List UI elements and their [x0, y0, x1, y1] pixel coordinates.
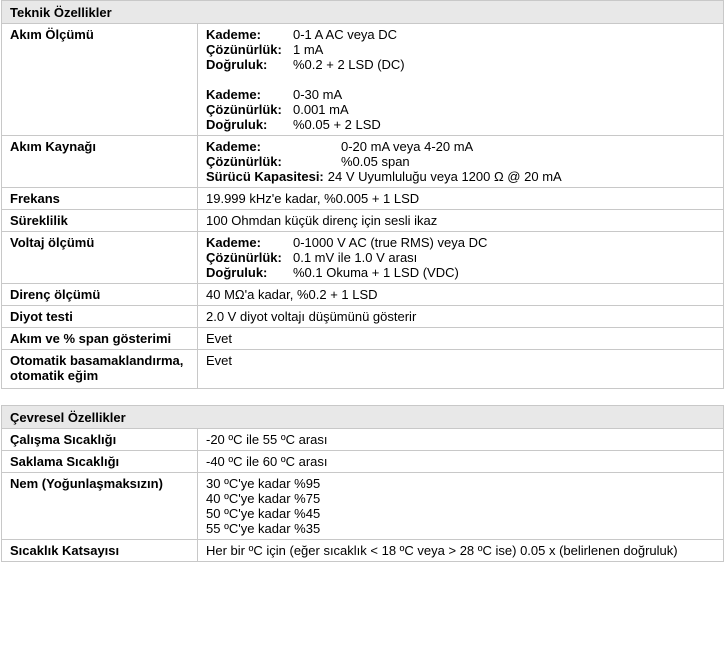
row-label: Nem (Yoğunlaşmaksızın) [2, 473, 198, 540]
humidity-line: 50 ºC'ye kadar %45 [206, 506, 321, 521]
spec-val: 0.001 mA [293, 102, 349, 117]
spec-val: 1 mA [293, 42, 324, 57]
spec-val: %0.2 + 2 LSD (DC) [293, 57, 405, 72]
spec-key: Kademe: [206, 139, 261, 154]
spec-val: 0.1 mV ile 1.0 V arası [293, 250, 418, 265]
row-value [198, 24, 724, 136]
spec-group [206, 27, 715, 72]
table-row [2, 429, 724, 451]
table-row [2, 232, 724, 284]
table-row [2, 540, 724, 562]
row-value: 40 MΩ'a kadar, %0.2 + 1 LSD [198, 284, 724, 306]
spec-key: Çözünürlük: [206, 250, 282, 265]
table-row [2, 328, 724, 350]
spec-val: 0-1 A AC veya DC [293, 27, 398, 42]
spec-key: Doğruluk: [206, 57, 268, 72]
row-label: Akım ve % span gösterimi [2, 328, 198, 350]
row-label: Akım Ölçümü [2, 24, 198, 136]
environment-table [1, 405, 724, 562]
spec-key: Kademe: [206, 87, 261, 102]
table-row [2, 284, 724, 306]
spec-val: %0.1 Okuma + 1 LSD (VDC) [293, 265, 459, 280]
spec-group [206, 87, 715, 132]
row-label: Saklama Sıcaklığı [2, 451, 198, 473]
humidity-line: 30 ºC'ye kadar %95 [206, 476, 321, 491]
row-value: Evet [198, 350, 724, 389]
table-row [2, 306, 724, 328]
spec-val: 24 V Uyumluluğu veya 1200 Ω @ 20 mA [327, 169, 562, 184]
row-label: Süreklilik [2, 210, 198, 232]
row-value: 19.999 kHz'e kadar, %0.005 + 1 LSD [198, 188, 724, 210]
row-label: Direnç ölçümü [2, 284, 198, 306]
spec-key: Doğruluk: [206, 265, 268, 280]
row-value: 2.0 V diyot voltajı düşümünü gösterir [198, 306, 724, 328]
table-row [2, 188, 724, 210]
spec-table [1, 0, 724, 389]
spec-key: Çözünürlük: [206, 102, 282, 117]
row-value [198, 136, 724, 188]
spec-key: Kademe: [206, 27, 261, 42]
spec-val: 0-30 mA [293, 87, 343, 102]
row-value [198, 473, 724, 540]
section-header-teknik: Teknik Özellikler [2, 1, 724, 24]
row-value: 100 Ohmdan küçük direnç için sesli ikaz [198, 210, 724, 232]
row-label: Frekans [2, 188, 198, 210]
table-row [2, 473, 724, 540]
spec-group [206, 235, 715, 280]
spec-val: 0-20 mA veya 4-20 mA [341, 139, 474, 154]
spec-key: Doğruluk: [206, 117, 268, 132]
row-label: Akım Kaynağı [2, 136, 198, 188]
spec-key: Sürücü Kapasitesi: [206, 169, 324, 184]
spec-val: %0.05 span [341, 154, 410, 169]
row-value: -20 ºC ile 55 ºC arası [198, 429, 724, 451]
humidity-line: 40 ºC'ye kadar %75 [206, 491, 321, 506]
row-value: -40 ºC ile 60 ºC arası [198, 451, 724, 473]
row-label: Diyot testi [2, 306, 198, 328]
row-value: Evet [198, 328, 724, 350]
table-row [2, 451, 724, 473]
humidity-line: 55 ºC'ye kadar %35 [206, 521, 321, 536]
row-label: Voltaj ölçümü [2, 232, 198, 284]
table-row [2, 350, 724, 389]
row-label: Çalışma Sıcaklığı [2, 429, 198, 451]
row-value: Her bir ºC için (eğer sıcaklık < 18 ºC veya > 28 ºC ise) 0.05 x (belirlenen doğruluk) [198, 540, 724, 562]
spec-val: %0.05 + 2 LSD [293, 117, 381, 132]
spec-key: Çözünürlük: [206, 154, 282, 169]
row-label: Sıcaklık Katsayısı [2, 540, 198, 562]
spec-group [206, 139, 715, 184]
table-row [2, 136, 724, 188]
spec-key: Çözünürlük: [206, 42, 282, 57]
section-header-cevresel: Çevresel Özellikler [2, 406, 724, 429]
table-row [2, 24, 724, 136]
spec-key: Kademe: [206, 235, 261, 250]
row-value [198, 232, 724, 284]
row-label: Otomatik basamaklandırma, otomatik eğim [2, 350, 198, 389]
spec-val: 0-1000 V AC (true RMS) veya DC [293, 235, 488, 250]
table-row [2, 210, 724, 232]
